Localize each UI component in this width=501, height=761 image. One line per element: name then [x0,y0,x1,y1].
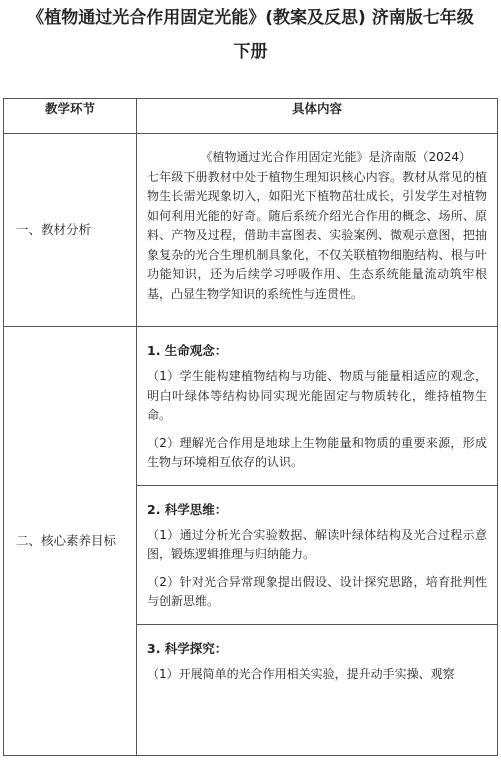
table-header-row [4,99,498,134]
row-label-core-literacy: 二、核心素养目标 [4,327,137,756]
section-item: （1）开展简单的光合作用相关实验，提升动手实操、观察 [147,666,455,681]
document-title [0,0,501,69]
table-row-core-literacy [4,327,498,756]
section-heading: 2. 科学思维： [147,501,228,517]
header-content: 具体内容 [137,99,498,134]
analysis-paragraph: 七年级下册教材中处于植物生理知识核心内容。教材从常见的植物生长需光现象切入，如阳光下植物茁壮成长，引发学生对植物如何利用光能的好奇。随后系统介绍光合作用的概念、场所、原料、产物及过程，借助丰富图表、实验案例、微观示意图，把抽象复杂的光合生理机制具象化，不仅关联植物细胞结构、根与叶功能知识，还为后续学习呼吸作用、生态系统能量流动筑牢根基，凸显生物学知识的系统性与连贯性。 [147,169,487,301]
section-item: （2）理解光合作用是地球上生物能量和物质的重要来源，形成生物与环境相互依存的认识。 [147,435,487,469]
section-scientific-thinking [137,485,497,624]
section-item: （1）学生能构建植物结构与功能、物质与能量相适应的观念，明白叶绿体等结构协同实现光能固定与物质转化，维持植物生命。 [147,369,487,422]
section-heading: 1. 生命观念： [147,343,228,358]
section-life-concept [137,327,497,485]
title-line-2: 下册 [233,42,268,62]
section-scientific-inquiry [137,624,497,685]
lesson-plan-table [3,98,498,756]
row-content-core-literacy [137,327,498,756]
section-item: （2）针对光合异常现象提出假设、设计探究思路，培育批判性与创新思维。 [147,574,487,608]
analysis-first-line: 《植物通过光合作用固定光能》是济南版（2024） [200,150,471,164]
section-item: （1）通过分析光合实验数据、解读叶绿体结构及光合过程示意图，锻炼逻辑推理与归纳能力。 [147,527,487,561]
row-content-textbook-analysis [137,134,498,327]
header-teaching-stage: 教学环节 [4,99,137,134]
title-line-1: 《植物通过光合作用固定光能》(教案及反思) 济南版七年级 [27,8,474,28]
table-row-textbook-analysis [4,134,498,327]
row-label-textbook-analysis: 一、教材分析 [4,134,137,327]
section-heading: 3. 科学探究： [147,640,228,656]
